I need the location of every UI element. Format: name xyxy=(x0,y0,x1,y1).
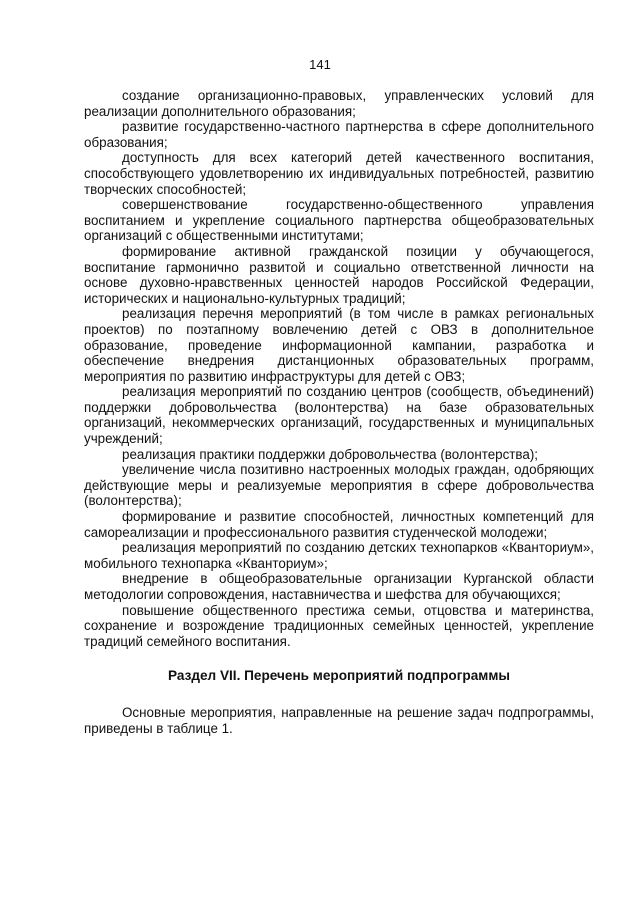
paragraph: реализация практики поддержки добровольчества (волонтерства); xyxy=(122,446,539,462)
paragraph: внедрение в общеобразовательные организации Курганской области методологии сопровождения, наставничества и шефства для обучающихся; xyxy=(84,571,594,602)
paragraph: совершенствование государственно-общественного управления воспитанием и укрепление социального партнерства общеобразовательных организаций с общественными институтами; xyxy=(84,197,594,244)
paragraph: увеличение числа позитивно настроенных молодых граждан, одобряющих действующие меры и реализуемые мероприятия в сфере добровольчества (волонтерства); xyxy=(84,462,594,509)
paragraph: развитие государственно-частного партнерства в сфере дополнительного образования; xyxy=(84,119,594,150)
paragraph: реализация мероприятий по созданию центров (сообществ, объединений) поддержки добровольчества (волонтерства) на базе образовательных организаций, некоммерческих организаций, государственных и муниципальных учреждений; xyxy=(84,384,594,447)
paragraph: доступность для всех категорий детей качественного воспитания, способствующего удовлетворению их индивидуальных потребностей, развитию творческих способностей; xyxy=(84,150,594,197)
paragraph: реализация мероприятий по созданию детских технопарков «Кванториум», мобильного технопарка «Кванториум»; xyxy=(84,540,594,571)
page-number: 141 xyxy=(309,57,331,72)
paragraph: формирование и развитие способностей, личностных компетенций для самореализации и профессионального развития студенческой молодежи; xyxy=(84,509,594,540)
paragraph: повышение общественного престижа семьи, отцовства и материнства, сохранение и возрождение традиционных семейных ценностей, укрепление традиций семейного воспитания. xyxy=(84,602,594,649)
document-body xyxy=(84,88,594,736)
paragraph: создание организационно-правовых, управленческих условий для реализации дополнительного образования; xyxy=(84,88,594,119)
section-heading: Раздел VII. Перечень мероприятий подпрограммы xyxy=(167,668,510,684)
paragraph: реализация перечня мероприятий (в том числе в рамках региональных проектов) по поэтапному вовлечению детей с ОВЗ в дополнительное образование, проведение информационной кампании, разработка и обеспечение внедрения дистанционных образовательных программ, мероприятия по развитию инфраструктуры для детей с ОВЗ; xyxy=(84,306,594,384)
paragraph: формирование активной гражданской позиции у обучающегося, воспитание гармонично развитой и социально ответственной личности на основе духовно-нравственных ценностей народов Российской Федерации, исторических и национально-культурных традиций; xyxy=(84,243,594,306)
closing-paragraph: Основные мероприятия, направленные на решение задач подпрограммы, приведены в таблице 1. xyxy=(84,704,594,736)
